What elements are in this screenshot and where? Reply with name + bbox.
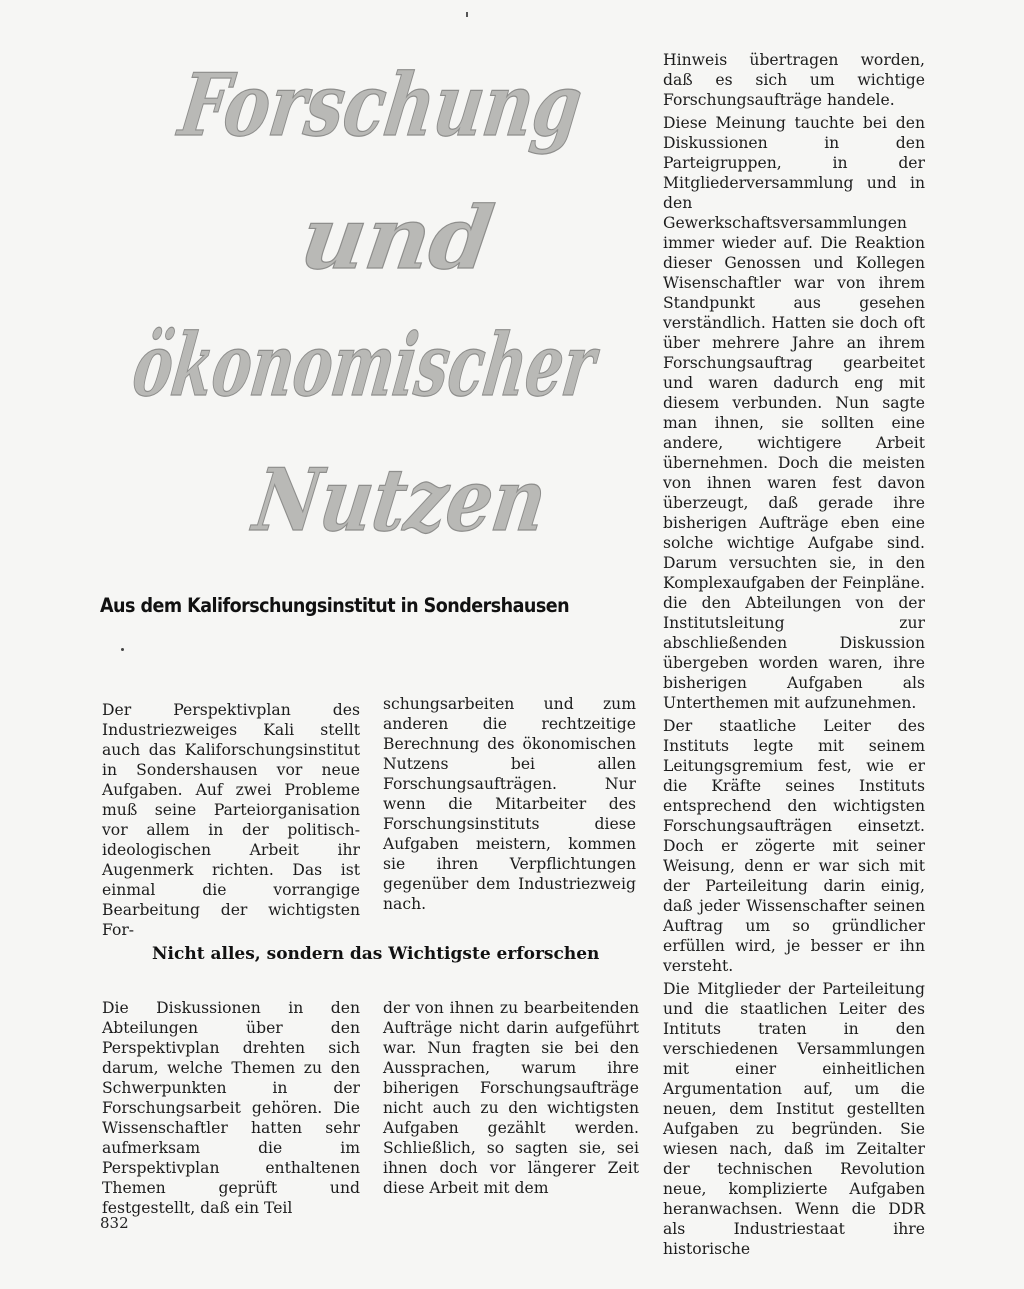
intro-column-1 bbox=[102, 700, 360, 940]
right-paragraph-4: Die Mitglieder der Parteileitung und die staatlichen Leiter des Intituts traten in den verschiedenen Versammlungen mit einer einheitlichen Argumentation auf, um die neuen, dem Institut gestellten Aufgaben zu begründen. Sie wiesen nach, daß im Zeitalter der technischen Revolution neue, komplizierte Aufgaben heranwachsen. Wenn die DDR als Industriestaat ihre historische bbox=[663, 980, 925, 1258]
article-subtitle: Aus dem Kaliforschungsinstitut in Sondershausen bbox=[100, 594, 570, 617]
title-line-4: Nutzen bbox=[248, 450, 610, 551]
print-dot bbox=[121, 648, 124, 651]
title-artwork bbox=[130, 40, 610, 580]
right-paragraph-3: Der staatliche Leiter des Instituts legte mit seinem Leitungsgremium fest, wie er die Kräfte seines Instituts entsprechend den wichtigsten Forschungsaufträgen einsetzt. Doch er zögerte mit seiner Weisung, denn er war sich mit der Parteileitung darin einig, daß jeder Wissenschafter seinen Auftrag um so gründlicher erfüllen wird, je besser er ihn versteht. bbox=[663, 717, 925, 975]
section-heading: Nicht alles, sondern das Wichtigste erforschen bbox=[152, 944, 600, 964]
right-column bbox=[663, 50, 925, 1259]
body-paragraph-1: Die Diskussionen in den Abteilungen über den Perspektivplan drehten sich darum, welche Themen zu den Schwerpunkten in der Forschungsarbeit gehören. Die Wissenschaftler hatten sehr aufmerksam die im Perspektivplan enthaltenen Themen geprüft und festgestellt, daß ein Teil bbox=[102, 999, 360, 1217]
print-mark bbox=[466, 12, 468, 17]
right-paragraph-1: Hinweis übertragen worden, daß es sich um wichtige Forschungsaufträge handele. bbox=[663, 51, 925, 109]
title-line-2: und bbox=[295, 188, 495, 289]
title-artwork-svg bbox=[130, 40, 610, 580]
body-paragraph-2: der von ihnen zu bearbeitenden Aufträge nicht darin aufgeführt war. Nun fragten sie bei den Aussprachen, warum ihre biherigen Forschungsaufträge nicht auch zu den wichtigsten Aufgaben gezählt werden. Schließlich, so sagten sie, sei ihnen doch vor längerer Zeit diese Arbeit mit dem bbox=[383, 999, 639, 1197]
intro-paragraph-2: schungsarbeiten und zum anderen die rechtzeitige Berechnung des ökonomischen Nutzens bei allen Forschungsaufträgen. Nur wenn die Mitarbeiter des Forschungsinstituts diese Aufgaben meistern, kommen sie ihren Verpflichtungen gegenüber dem Industriezweig nach. bbox=[383, 695, 636, 913]
right-paragraph-2: Diese Meinung tauchte bei den Diskussionen in den Parteigruppen, in der Mitgliederversammlung und in den Gewerkschaftsversammlungen immer wieder auf. Die Reaktion dieser Genossen und Kollegen Wisenschaftler war von ihrem Standpunkt aus gesehen verständlich. Hatten sie doch oft über mehrere Jahre an ihrem Forschungsauftrag gearbeitet und waren dadurch eng mit diesem verbunden. Nun sagte man ihnen, sie sollten eine andere, wichtigere Arbeit übernehmen. Doch die meisten von ihnen waren fest davon überzeugt, daß gerade ihre bisherigen Aufträge eben eine solche wichtige Aufgabe sind. Darum versuchten sie, in den Komplexaufgaben der Feinpläne. die den Abteilungen von der Institutsleitung zur abschließenden Diskussion übergeben worden waren, ihre bisherigen Aufgaben als Unterthemen mit aufzunehmen. bbox=[663, 114, 925, 712]
page-number: 832 bbox=[100, 1214, 129, 1232]
body-column-1 bbox=[102, 998, 360, 1218]
title-line-3: ökonomischer bbox=[130, 315, 610, 416]
title-line-1: Forschung bbox=[173, 55, 610, 156]
body-column-2 bbox=[383, 998, 639, 1198]
intro-column-2 bbox=[383, 694, 636, 914]
intro-paragraph-1: Der Perspektivplan des Industriezweiges Kali stellt auch das Kaliforschungsinstitut in Sondershausen vor neue Aufgaben. Auf zwei Probleme muß seine Parteiorganisation vor allem in der politisch-ideologischen Arbeit ihr Augenmerk richten. Das ist einmal die vorrangige Bearbeitung der wichtigsten For- bbox=[102, 701, 360, 939]
